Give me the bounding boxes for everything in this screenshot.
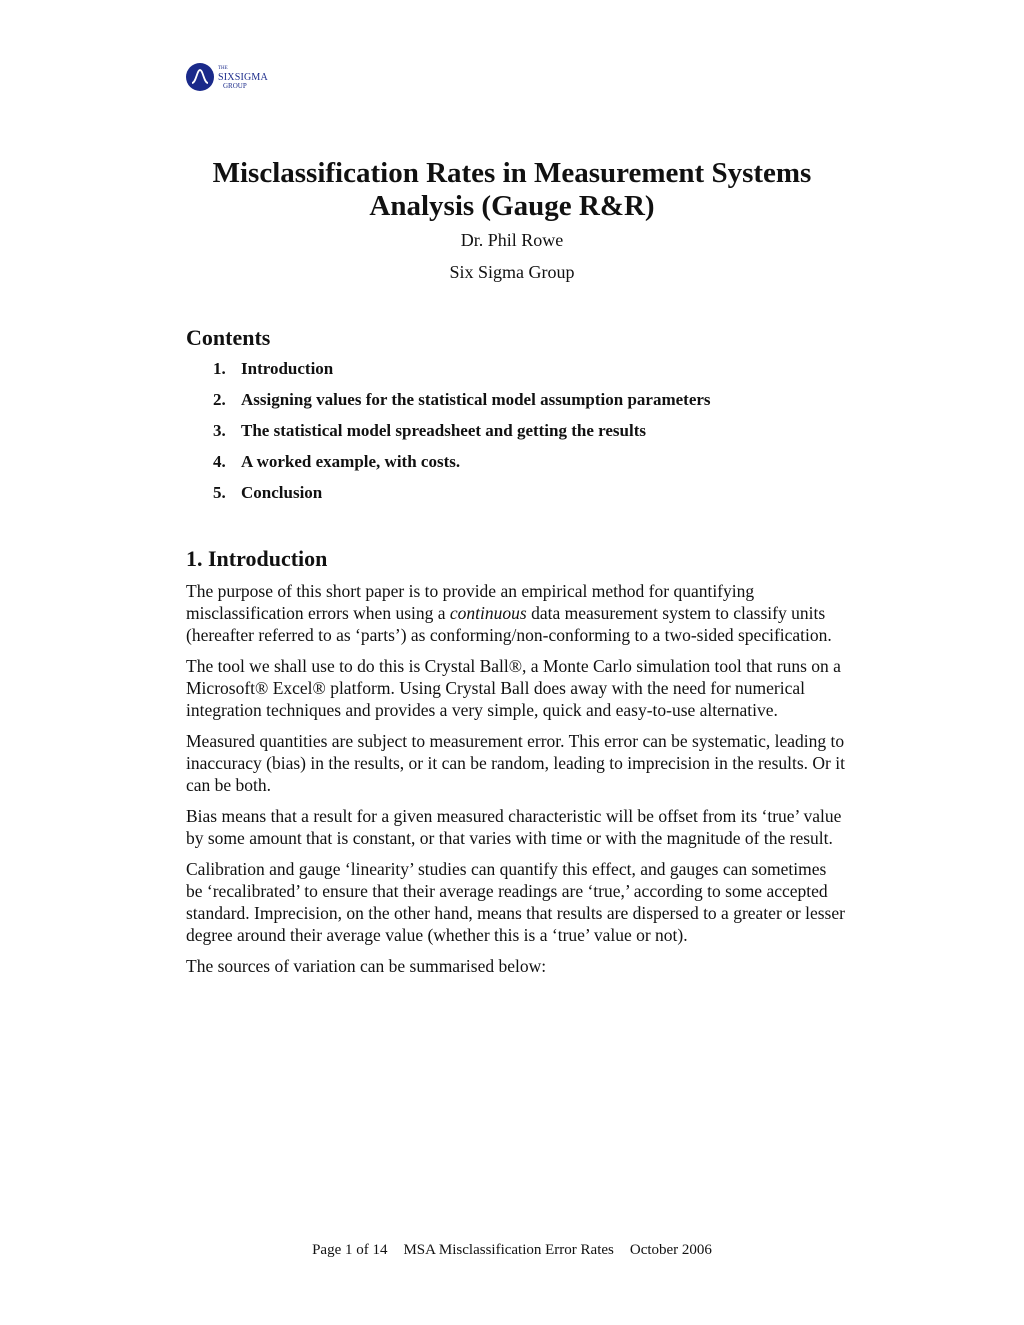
toc-label: Assigning values for the statistical model assumption parameters bbox=[241, 390, 711, 409]
page-number: Page 1 of 14 bbox=[312, 1242, 388, 1258]
paragraph: Calibration and gauge ‘linearity’ studies can quantify this effect, and gauges can sometimes be ‘recalibrated’ to ensure that their average readings are ‘true,’ according to some accepted standard. Imprecision, on the other hand, means that results are dispersed to a greater or lesser degree around their average value (whether this is a ‘true’ value or not). bbox=[186, 859, 845, 945]
logo-wordmark bbox=[218, 64, 268, 91]
toc-item bbox=[213, 451, 711, 482]
paragraph bbox=[186, 580, 846, 646]
bell-curve-icon bbox=[186, 63, 214, 91]
six-sigma-logo bbox=[186, 63, 268, 91]
section-heading-introduction: 1. Introduction bbox=[186, 546, 328, 571]
toc-number: 4. bbox=[213, 452, 226, 471]
emphasis: continuous bbox=[449, 603, 527, 623]
toc-label: A worked example, with costs. bbox=[241, 452, 461, 471]
toc-label: Conclusion bbox=[241, 483, 323, 502]
introduction-body bbox=[186, 580, 846, 986]
toc-label: The statistical model spreadsheet and getting the results bbox=[241, 421, 647, 440]
toc-item bbox=[213, 389, 711, 420]
paragraph: Measured quantities are subject to measurement error. This error can be systematic, leading to inaccuracy (bias) in the results, or it can be random, leading to imprecision in the results. Or it can be both. bbox=[186, 731, 845, 795]
paragraph: The tool we shall use to do this is Crystal Ball®, a Monte Carlo simulation tool that runs on a Microsoft® Excel® platform. Using Crystal Ball does away with the need for numerical integration techniques and provides a very simple, quick and easy-to-use alternative. bbox=[186, 656, 841, 720]
paragraph-text: data measurement system to classify units (hereafter referred to as ‘parts’) as conforming/non-conforming to a two-sided specification. bbox=[186, 603, 832, 645]
paragraph: Bias means that a result for a given measured characteristic will be offset from its ‘true’ value by some amount that is constant, or that varies with time or with the magnitude of the result. bbox=[186, 806, 842, 848]
logo-the: THE bbox=[218, 65, 228, 71]
logo-brand: SIXSIGMA bbox=[218, 71, 268, 83]
page-footer bbox=[0, 1242, 1024, 1259]
toc-number: 3. bbox=[213, 421, 226, 440]
toc-number: 5. bbox=[213, 483, 226, 502]
title-line-1: Misclassification Rates in Measurement Systems bbox=[212, 157, 812, 189]
contents-heading: Contents bbox=[186, 325, 271, 350]
toc-label: Introduction bbox=[241, 359, 334, 378]
organization: Six Sigma Group bbox=[449, 262, 575, 282]
toc-number: 1. bbox=[213, 359, 226, 378]
toc-number: 2. bbox=[213, 390, 226, 409]
footer-date: October 2006 bbox=[629, 1242, 712, 1258]
toc-item bbox=[213, 482, 711, 513]
table-of-contents bbox=[213, 358, 711, 513]
footer-doc-title: MSA Misclassification Error Rates bbox=[403, 1242, 614, 1258]
document-title bbox=[160, 157, 864, 223]
title-line-2: Analysis (Gauge R&R) bbox=[369, 190, 655, 222]
paragraph-text: The purpose of this short paper is to provide an empirical method for quantifying misclassification errors when using a bbox=[186, 581, 755, 623]
toc-item bbox=[213, 420, 711, 451]
paragraph: The sources of variation can be summarised below: bbox=[186, 956, 547, 976]
logo-group: GROUP bbox=[223, 81, 247, 90]
author: Dr. Phil Rowe bbox=[460, 230, 564, 250]
toc-item bbox=[213, 358, 711, 389]
